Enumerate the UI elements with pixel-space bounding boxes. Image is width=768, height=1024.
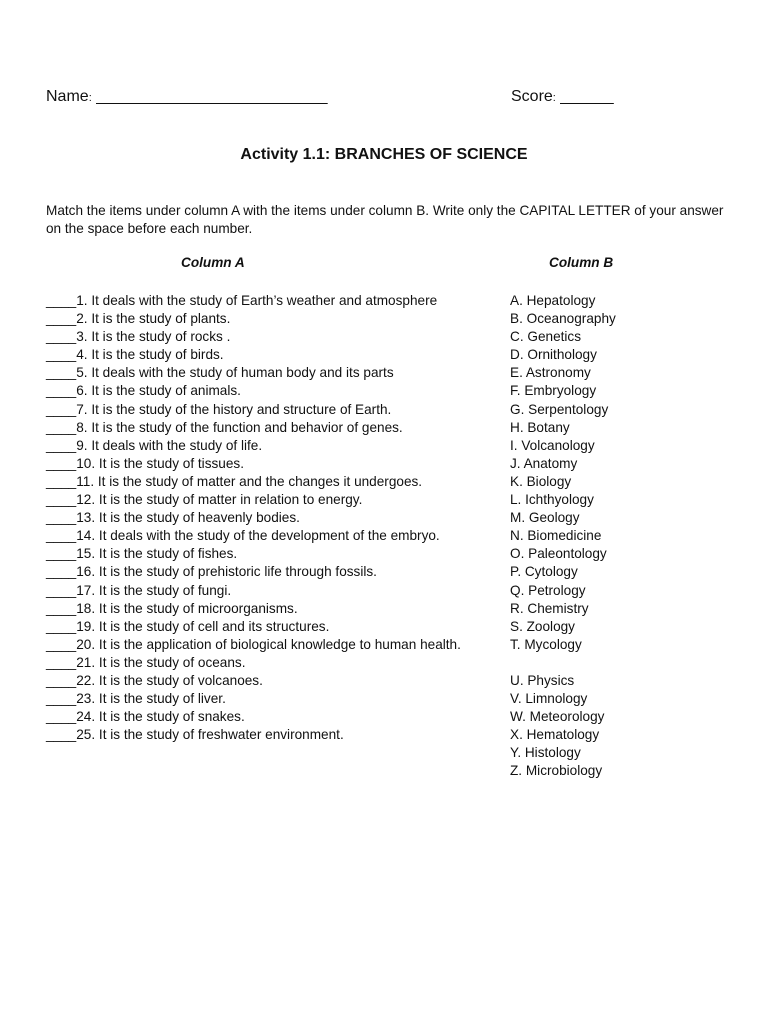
question-item[interactable]: ____6. It is the study of animals. <box>46 383 241 399</box>
column-b-heading: Column B <box>549 255 614 270</box>
answer-option: Z. Microbiology <box>510 763 603 779</box>
column-b-list <box>510 292 710 781</box>
answer-option: N. Biomedicine <box>510 528 602 544</box>
answer-option: I. Volcanology <box>510 437 595 453</box>
question-item[interactable]: ____12. It is the study of matter in relation to energy. <box>46 492 363 508</box>
column-a-list <box>46 292 501 744</box>
score-field[interactable] <box>511 88 614 106</box>
answer-option: X. Hematology <box>510 727 600 743</box>
question-item[interactable]: ____8. It is the study of the function and behavior of genes. <box>46 419 403 435</box>
question-item[interactable]: ____25. It is the study of freshwater environment. <box>46 727 344 743</box>
answer-option: T. Mycology <box>510 636 582 652</box>
answer-option: S. Zoology <box>510 618 575 634</box>
answer-option: E. Astronomy <box>510 365 591 381</box>
instructions: Match the items under column A with the items under column B. Write only the CAPITAL LETTER of your answer on the space before each number. <box>46 203 724 236</box>
question-item[interactable]: ____7. It is the study of the history and structure of Earth. <box>46 401 392 417</box>
answer-option: O. Paleontology <box>510 546 607 562</box>
question-item[interactable]: ____11. It is the study of matter and the changes it undergoes. <box>46 473 423 489</box>
question-item[interactable]: ____5. It deals with the study of human body and its parts <box>46 365 394 381</box>
column-a-heading: Column A <box>181 255 245 270</box>
question-item[interactable]: ____24. It is the study of snakes. <box>46 709 245 725</box>
activity-title: Activity 1.1: BRANCHES OF SCIENCE <box>240 146 528 163</box>
question-item[interactable]: ____15. It is the study of fishes. <box>46 546 238 562</box>
question-item[interactable]: ____22. It is the study of volcanoes. <box>46 672 263 688</box>
question-item[interactable]: ____1. It deals with the study of Earth’s weather and atmosphere <box>46 293 438 308</box>
answer-option: B. Oceanography <box>510 311 616 327</box>
question-item[interactable]: ____20. It is the application of biological knowledge to human health. <box>46 636 461 652</box>
question-item[interactable]: ____4. It is the study of birds. <box>46 347 224 363</box>
answer-option: W. Meteorology <box>510 709 605 725</box>
name-label: Name <box>46 88 89 105</box>
answer-option: L. Ichthyology <box>510 492 594 508</box>
question-item[interactable]: ____2. It is the study of plants. <box>46 311 231 327</box>
question-item[interactable]: ____21. It is the study of oceans. <box>46 654 246 670</box>
answer-option: G. Serpentology <box>510 401 609 417</box>
answer-option: U. Physics <box>510 672 575 688</box>
answer-option: Y. Histology <box>510 745 581 761</box>
answer-option: J. Anatomy <box>510 455 578 471</box>
score-blank[interactable]: ______ <box>555 88 614 105</box>
answer-option: A. Hepatology <box>510 293 596 308</box>
answer-option: K. Biology <box>510 473 572 489</box>
question-item[interactable]: ____9. It deals with the study of life. <box>46 437 263 453</box>
name-blank[interactable]: __________________________ <box>91 88 328 105</box>
question-item[interactable]: ____13. It is the study of heavenly bodies. <box>46 510 300 526</box>
name-field[interactable] <box>46 88 328 106</box>
name-colon: : <box>88 92 92 104</box>
answer-option: R. Chemistry <box>510 600 589 616</box>
answer-option: M. Geology <box>510 510 580 526</box>
answer-option: P. Cytology <box>510 564 578 580</box>
question-item[interactable]: ____19. It is the study of cell and its structures. <box>46 618 330 634</box>
question-item[interactable]: ____18. It is the study of microorganisms. <box>46 600 298 616</box>
question-item[interactable]: ____23. It is the study of liver. <box>46 691 226 707</box>
answer-option: V. Limnology <box>510 691 588 707</box>
answer-option: H. Botany <box>510 419 570 435</box>
question-item[interactable]: ____10. It is the study of tissues. <box>46 455 244 471</box>
question-item[interactable]: ____17. It is the study of fungi. <box>46 582 232 598</box>
column-b-spacer <box>510 654 710 672</box>
answer-option: F. Embryology <box>510 383 597 399</box>
answer-option: D. Ornithology <box>510 347 597 363</box>
question-item[interactable]: ____14. It deals with the study of the development of the embryo. <box>46 528 440 544</box>
answer-option: C. Genetics <box>510 329 582 345</box>
answer-option: Q. Petrology <box>510 582 586 598</box>
score-colon: : <box>552 92 556 104</box>
question-item[interactable]: ____3. It is the study of rocks . <box>46 329 231 345</box>
score-label: Score <box>511 88 553 105</box>
question-item[interactable]: ____16. It is the study of prehistoric life through fossils. <box>46 564 377 580</box>
